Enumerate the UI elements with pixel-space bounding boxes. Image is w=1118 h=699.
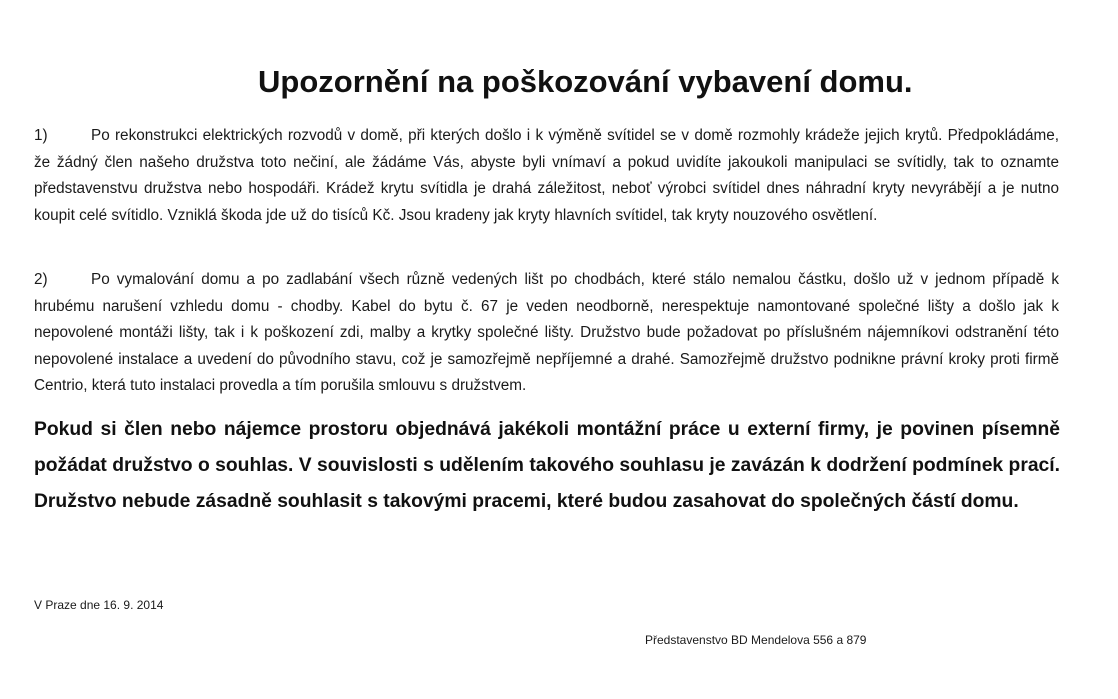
paragraph-2-text: Po vymalování domu a po zadlabání všech různě vedených lišt po chodbách, které stálo nemalou částku, došlo už v jednom případě k hrubému narušení vzhledu domu - chodby. Kabel do bytu č. 67 je veden neodborně, nerespektuje namontované společné lišty a došlo jak k nepovolené montáži lišty, tak i k poškození zdi, malby a krytky společné lišty. Družstvo bude požadovat po příslušném nájemníkovi odstranění této nepovolené instalace a uvedení do původního stavu, což je samozřejmě nepříjemné a drahé. Samozřejmě družstvo podnikne právní kroky proti firmě Centrio, která tuto instalaci provedla a tím porušila smlouvu s družstvem. xyxy=(34,271,1059,395)
document-title: Upozornění na poškozování vybavení domu. xyxy=(258,64,913,99)
signature: Představenstvo BD Mendelova 556 a 879 xyxy=(645,633,867,647)
date-line: V Praze dne 16. 9. 2014 xyxy=(34,598,164,612)
paragraph-1 xyxy=(34,123,1059,229)
paragraph-2 xyxy=(34,267,1059,400)
paragraph-2-number: 2) xyxy=(34,271,48,288)
paragraph-1-number: 1) xyxy=(34,127,48,144)
bold-notice: Pokud si člen nebo nájemce prostoru objednává jakékoli montážní práce u externí firmy, je povinen písemně požádat družstvo o souhlas. V souvislosti s udělením takového souhlasu je zavázán k dodržení podmínek prací. Družstvo nebude zásadně souhlasit s takovými pracemi, které budou zasahovat do společných částí domu. xyxy=(34,419,1060,513)
paragraph-1-text: Po rekonstrukci elektrických rozvodů v domě, při kterých došlo i k výměně svítidel se v domě rozmohly krádeže jejich krytů. Předpokládáme, že žádný člen našeho družstva toto nečiní, ale žádáme Vás, abyste byli vnímaví a pokud uvidíte jakoukoli manipulaci se svítidly, tak to oznamte představenstvu družstva nebo hospodáři. Krádež krytu svítidla je drahá záležitost, neboť výrobci svítidel dnes náhradní kryty nevyrábějí a je nutno koupit celé svítidlo. Vzniklá škoda jde už do tisíců Kč. Jsou kradeny jak kryty hlavních svítidel, tak kryty nouzového osvětlení. xyxy=(34,127,1059,224)
